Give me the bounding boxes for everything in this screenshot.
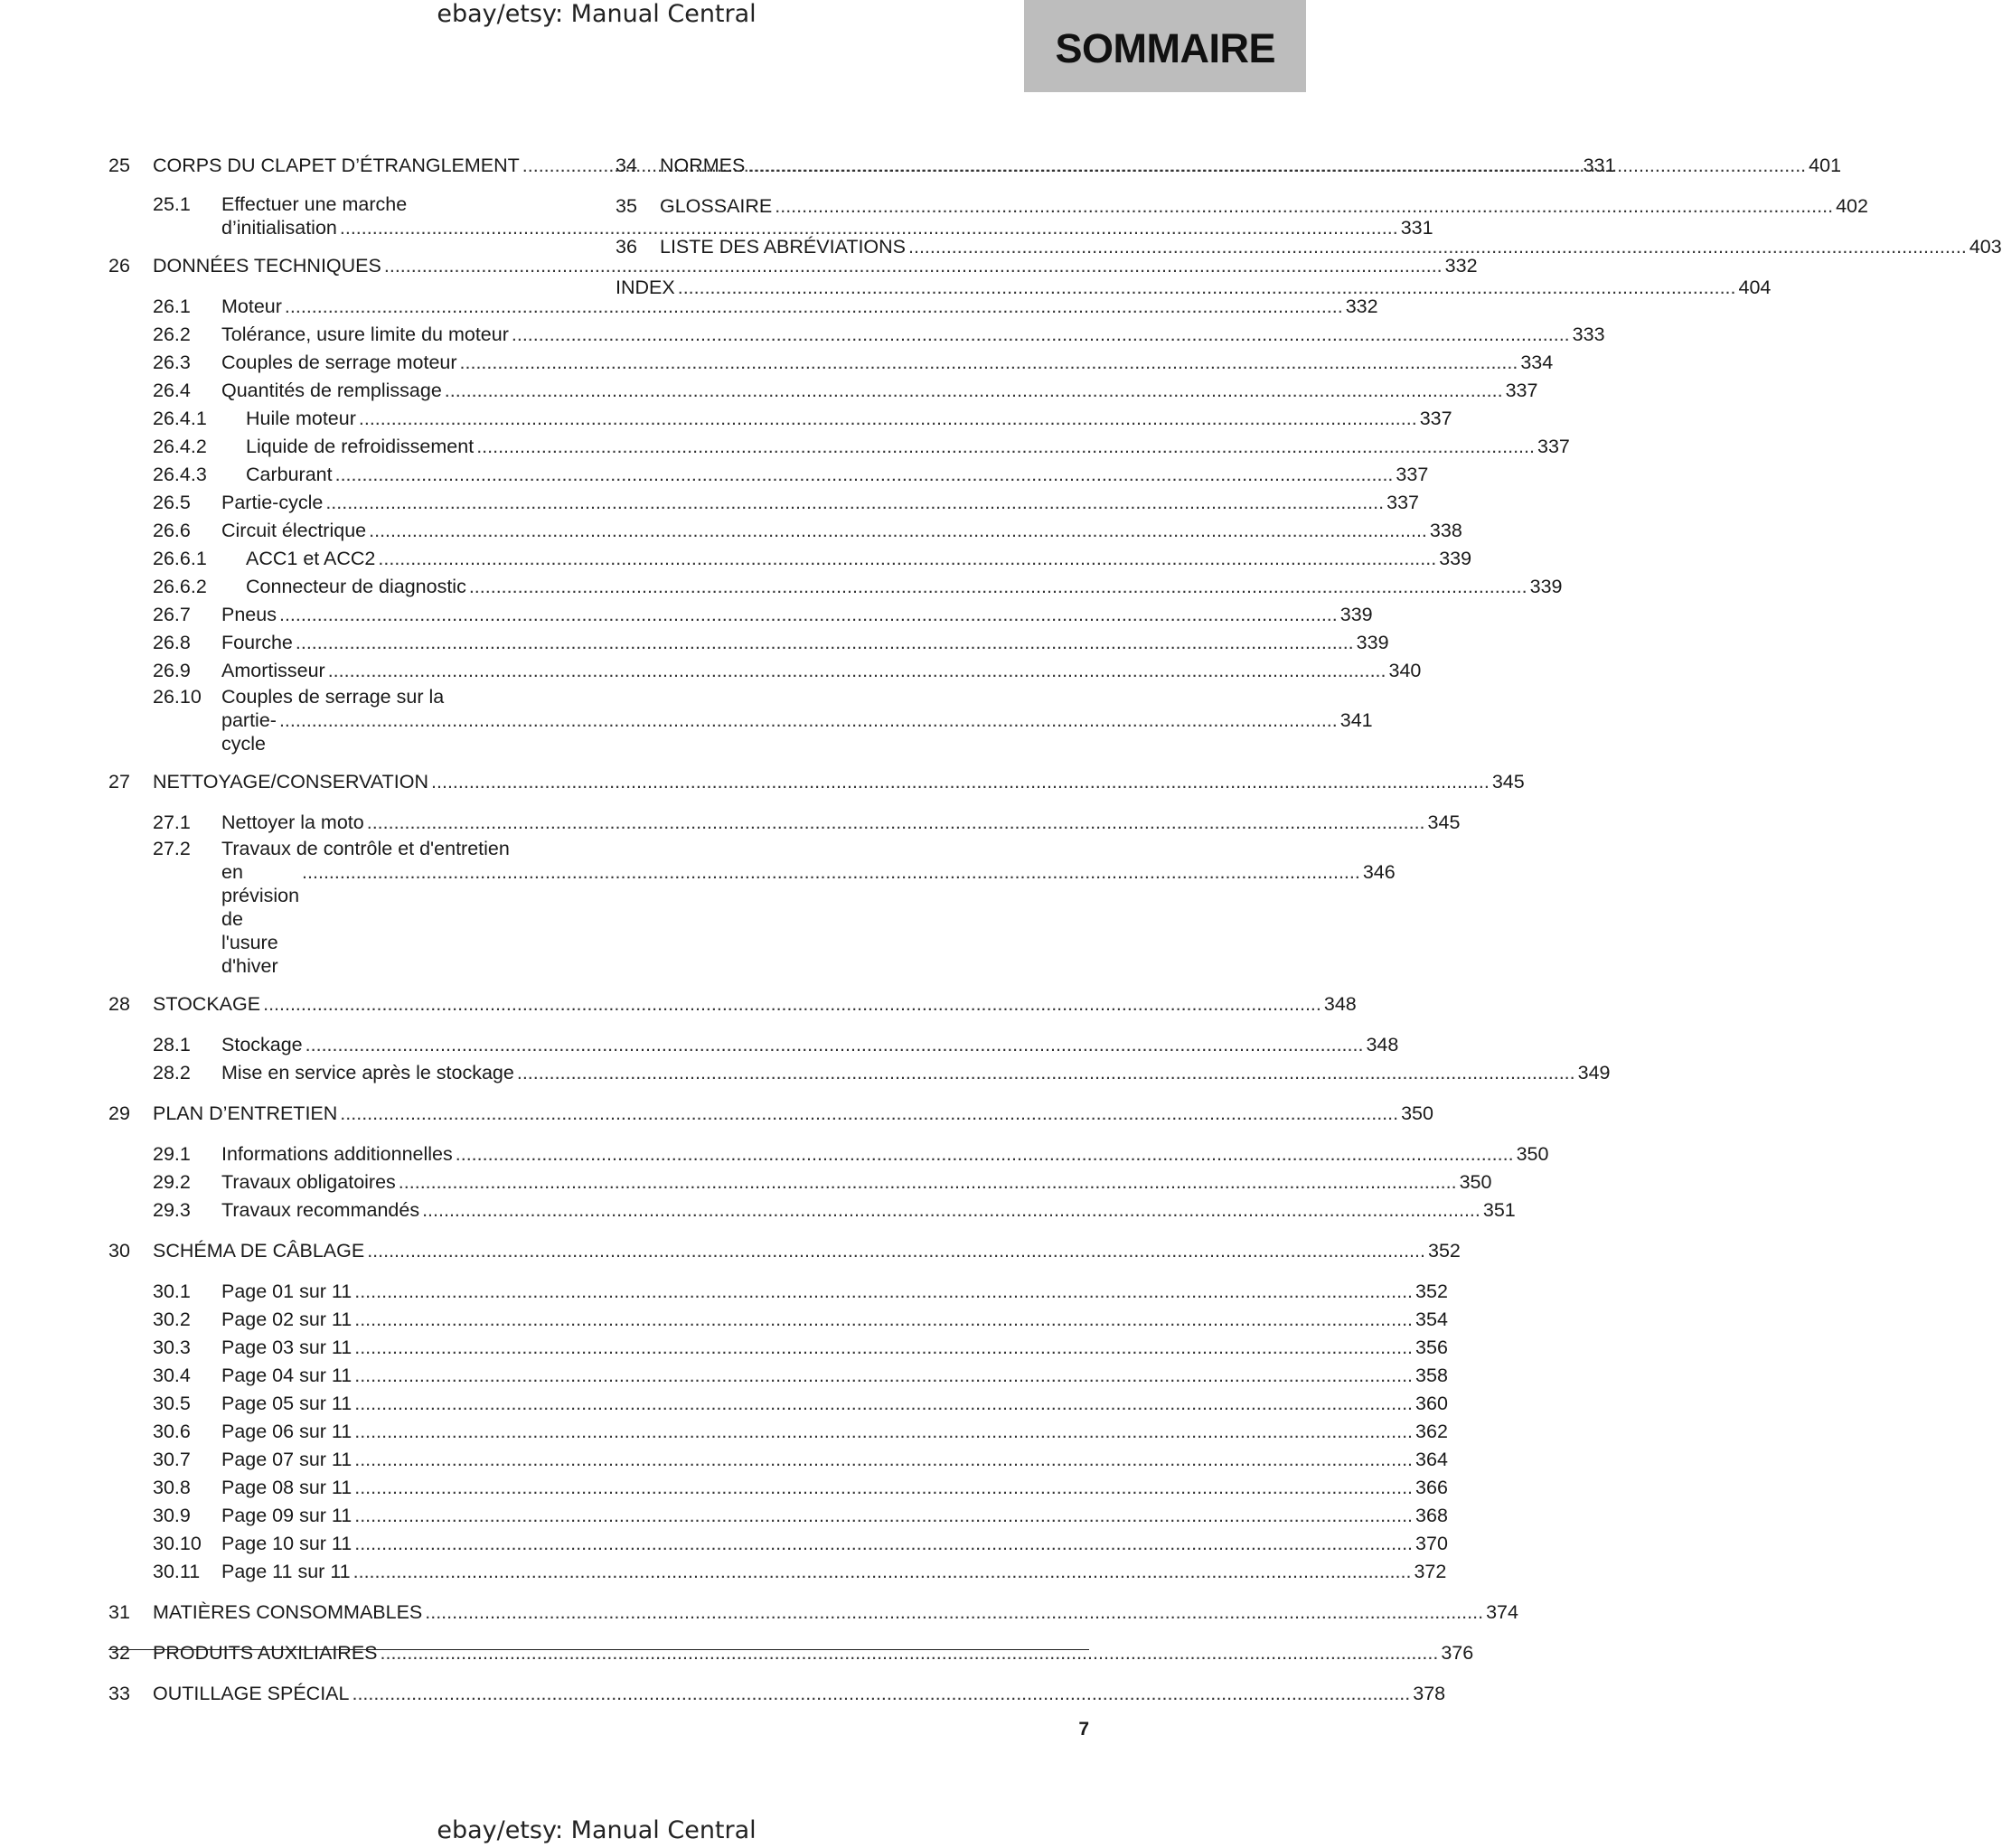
toc-entry-page: 378 [1413,1683,1446,1704]
toc-entry-title: GLOSSAIRE [660,195,773,217]
toc-entry-page: 345 [1491,771,1525,793]
toc-entry[interactable] [153,1418,1448,1446]
toc-entry-page: 350 [1401,1102,1433,1124]
toc-entry-number: 27.2 [153,838,191,859]
toc-entry[interactable] [108,1639,1474,1667]
toc-entry-title: Stockage [221,1034,303,1055]
toc-entry-title: Carburant [246,464,333,485]
toc-entry[interactable] [153,837,1396,978]
toc-entry[interactable] [153,545,1472,573]
toc-entry-number: 30.6 [153,1421,191,1442]
toc-entry-page: 366 [1415,1477,1448,1498]
dot-leader [354,1418,1413,1446]
dot-leader [512,321,1570,349]
toc-entry-page: 356 [1415,1337,1448,1358]
dot-leader [279,708,1338,732]
toc-entry-number: 29.2 [153,1171,191,1193]
toc-entry-number: 30.7 [153,1449,191,1470]
watermark-bottom: ebay/etsy: Manual Central [437,1816,757,1844]
toc-entry-number: 26.4.2 [153,436,207,457]
dot-leader [354,1474,1413,1502]
toc-entry[interactable] [153,349,1554,377]
dot-leader [369,517,1427,545]
dot-leader [328,657,1386,685]
dot-leader [354,1362,1413,1390]
toc-entry-line [153,708,1373,755]
toc-entry-title: Couples de serrage moteur [221,352,457,373]
toc-entry-title: Page 05 sur 11 [221,1393,352,1414]
toc-entry-title: Circuit électrique [221,520,367,541]
toc-entry-title: PRODUITS AUXILIAIRES [153,1642,378,1664]
toc-entry-number: 32 [108,1642,130,1664]
toc-entry-title: Moteur [221,295,282,317]
toc-entry[interactable] [153,377,1538,405]
toc-entry-page: 349 [1577,1062,1611,1083]
toc-entry-page: 339 [1439,548,1472,569]
toc-entry-page: 351 [1482,1199,1516,1221]
page-title: SOMMAIRE [1055,25,1275,71]
toc-entry-page: 332 [1444,255,1478,277]
toc-entry-number: 30.11 [153,1561,201,1582]
toc-entry-line [153,685,581,708]
toc-entry-page: 337 [1419,408,1452,429]
toc-entry-title: Travaux de contrôle et d'entretien [221,838,510,859]
toc-entry[interactable] [153,1474,1448,1502]
toc-entry-page: 338 [1429,520,1462,541]
dot-leader [335,461,1394,489]
toc-entry-title: LISTE DES ABRÉVIATIONS [660,236,907,258]
toc-entry-number: 29.3 [153,1199,191,1221]
dot-leader [305,1031,1364,1059]
footer-divider [108,1649,1089,1650]
dot-leader [367,809,1425,837]
toc-entry-page: 345 [1427,811,1461,833]
toc-entry[interactable] [153,1059,1611,1087]
toc-entry[interactable] [153,1168,1492,1196]
dot-leader [445,377,1503,405]
toc-entry-title: Travaux obligatoires [221,1171,396,1193]
toc-entry-page: 339 [1339,604,1373,625]
toc-entry-title: NORMES [660,155,746,176]
toc-entry-number: 28.2 [153,1062,191,1083]
toc-entry-title: Liquide de refroidissement [246,436,475,457]
toc-entry-number: 29.1 [153,1143,191,1165]
toc-entry-title: SCHÉMA DE CÂBLAGE [153,1240,365,1262]
toc-entry-page: 352 [1415,1280,1448,1302]
toc-entry-number: 30.2 [153,1309,191,1330]
toc-entry-number: 36 [616,236,637,258]
toc-entry-number: 34 [616,155,637,176]
dot-leader [354,1502,1413,1530]
dot-leader [352,1680,1410,1708]
toc-entry-title: Pneus [221,604,277,625]
toc-entry-line [153,216,1433,239]
dot-leader [422,1196,1480,1224]
toc-entry[interactable] [153,1278,1448,1306]
toc-entry-number: 26.4.1 [153,408,207,429]
toc-entry-page: 331 [1583,155,1616,176]
toc-entry-number: 26 [108,255,130,277]
toc-entry-title: NETTOYAGE/CONSERVATION [153,771,429,793]
toc-entry-number: 25.1 [153,193,191,215]
toc-entry-title: Informations additionnelles [221,1143,453,1165]
toc-entry-number: 26.6 [153,520,191,541]
toc-entry-number: 26.5 [153,492,191,513]
dot-leader [456,1140,1514,1168]
toc-entry-title: Page 08 sur 11 [221,1477,352,1498]
toc-entry-title: Effectuer une marche [221,193,408,215]
toc-entry-title: Page 04 sur 11 [221,1365,352,1386]
toc-entry[interactable] [108,252,1478,280]
toc-entry-line [153,860,1396,978]
toc-entry[interactable] [153,1334,1448,1362]
toc-entry-page: 333 [1572,324,1605,345]
toc-entry[interactable] [153,293,1378,321]
dot-leader [460,349,1518,377]
toc-entry-number: 30.9 [153,1505,191,1526]
dot-leader [325,489,1384,517]
toc-entry-number: 26.4 [153,380,191,401]
toc-entry-title: Page 07 sur 11 [221,1449,352,1470]
toc-entry-number: 26.9 [153,660,191,681]
toc-entry-page: 403 [1969,236,2002,258]
toc-entry[interactable] [108,990,1357,1018]
toc-entry-page: 337 [1537,436,1570,457]
toc-entry-title-continued: en prévision de l'usure d'hiver [221,861,300,977]
toc-entry-number: 28.1 [153,1034,191,1055]
toc-entry[interactable] [108,1599,1518,1627]
dot-leader [367,1237,1425,1265]
toc-entry-page: 362 [1415,1421,1448,1442]
toc-entry-page: 401 [1809,155,1842,176]
toc-entry-title-continued: d’initialisation [221,217,337,239]
toc-entry-page: 358 [1415,1365,1448,1386]
toc-entry-title: Fourche [221,632,293,653]
toc-entry-number: 30.5 [153,1393,191,1414]
toc-entry[interactable] [153,1502,1448,1530]
dot-leader [469,573,1527,601]
dot-leader [431,768,1490,796]
toc-entry-title: Quantités de remplissage [221,380,442,401]
toc-entry-number: 26.6.2 [153,576,207,597]
toc-entry[interactable] [153,517,1462,545]
dot-leader [517,1059,1575,1087]
toc-entry[interactable] [153,1558,1447,1586]
toc-entry[interactable] [153,1362,1448,1390]
dot-leader [302,860,1360,884]
toc-entry-page: 339 [1529,576,1563,597]
toc-entry-page: 348 [1323,993,1357,1015]
dot-leader [354,1530,1413,1558]
toc-entry[interactable] [153,573,1563,601]
toc-entry-number: 26.4.3 [153,464,207,485]
dot-leader [354,1278,1413,1306]
dot-leader [359,405,1417,433]
toc-entry-number: 26.3 [153,352,191,373]
dot-leader [381,1639,1439,1667]
toc-entry-number: 35 [616,195,637,217]
toc-entry-page: 370 [1415,1533,1448,1554]
toc-entry-number: 30.8 [153,1477,191,1498]
toc-entry-page: 350 [1516,1143,1549,1165]
toc-entry-title-continued: partie-cycle [221,709,277,755]
toc-entry-title: Partie-cycle [221,492,324,513]
toc-entry-title: Tolérance, usure limite du moteur [221,324,509,345]
toc-entry-number: 29 [108,1102,130,1124]
dot-leader [279,601,1338,629]
toc-entry-title: CORPS DU CLAPET D’ÉTRANGLEMENT [153,155,520,176]
toc-entry-title: Couples de serrage sur la [221,686,445,708]
toc-entry[interactable] [153,685,1373,755]
toc-entry-page: 404 [1738,277,1772,298]
toc-entry-page: 374 [1486,1601,1518,1623]
toc-entry-line [153,192,581,216]
toc-entry-page: 339 [1356,632,1389,653]
toc-entry-page: 360 [1415,1393,1448,1414]
toc-entry-number: 30.4 [153,1365,191,1386]
toc-entry-title: PLAN D’ENTRETIEN [153,1102,338,1124]
toc-entry[interactable] [153,1196,1516,1224]
toc-entry-title: Amortisseur [221,660,325,681]
toc-entry-title: OUTILLAGE SPÉCIAL [153,1683,350,1704]
toc-entry[interactable] [153,461,1429,489]
toc-entry-page: 368 [1415,1505,1448,1526]
toc-entry-page: 337 [1396,464,1429,485]
toc-entry-line [153,837,581,860]
toc-entry-number: 26.1 [153,295,191,317]
toc-entry[interactable] [153,433,1570,461]
toc-entry-number: 26.7 [153,604,191,625]
toc-entry-page: 364 [1415,1449,1448,1470]
dot-leader [340,1100,1398,1128]
toc-entry-number: 26.10 [153,686,202,708]
dot-leader [775,192,1833,220]
toc-entry-page: 337 [1505,380,1538,401]
toc-entry[interactable] [108,1680,1446,1708]
toc-entry-page: 337 [1386,492,1419,513]
dot-leader [354,1334,1413,1362]
toc-entry-page: 402 [1836,195,1868,217]
toc-entry[interactable] [153,1306,1448,1334]
toc-entry-title: Connecteur de diagnostic [246,576,466,597]
dot-leader [378,545,1436,573]
toc-entry-page: 348 [1366,1034,1399,1055]
toc-entry[interactable] [108,1237,1461,1265]
dot-leader [399,1168,1457,1196]
toc-entry-number: 30 [108,1240,130,1262]
toc-entry-page: 352 [1427,1240,1461,1262]
toc-entry-title: Page 02 sur 11 [221,1309,352,1330]
toc-entry[interactable] [616,192,1868,220]
toc-entry-title: Page 03 sur 11 [221,1337,352,1358]
toc-entry[interactable] [153,657,1422,685]
toc-entry-number: 26.8 [153,632,191,653]
header-title-box [1024,0,1306,92]
toc-entry[interactable] [108,768,1525,796]
dot-leader [354,1390,1413,1418]
toc-entry[interactable] [153,1446,1448,1474]
toc-entry-title: Page 06 sur 11 [221,1421,352,1442]
toc-entry-page: 341 [1339,709,1373,731]
dot-leader [353,1558,1412,1586]
dot-leader [908,233,1967,261]
dot-leader [354,1446,1413,1474]
toc-entry[interactable] [153,1390,1448,1418]
toc-entry-number: 33 [108,1683,130,1704]
toc-entry-page: 340 [1388,660,1422,681]
toc-entry[interactable] [616,233,2002,261]
toc-entry-number: 27.1 [153,811,191,833]
dot-leader [678,274,1736,302]
dot-leader [263,990,1321,1018]
toc-entry-title: Mise en service après le stockage [221,1062,514,1083]
toc-entry-title: INDEX [616,277,675,298]
watermark-top: ebay/etsy: Manual Central [437,0,757,28]
toc-entry-page: 372 [1414,1561,1447,1582]
dot-leader [747,152,1806,180]
dot-leader [296,629,1354,657]
toc-entry-title: Nettoyer la moto [221,811,364,833]
toc-entry-number: 31 [108,1601,130,1623]
toc-entry-title: Page 01 sur 11 [221,1280,352,1302]
dot-leader [354,1306,1413,1334]
toc-entry[interactable] [153,1031,1399,1059]
toc-entry-page: 331 [1400,217,1433,239]
toc-entry-page: 334 [1520,352,1554,373]
toc-entry-title: ACC1 et ACC2 [246,548,376,569]
toc-entry-number: 30.1 [153,1280,191,1302]
toc-entry-title: DONNÉES TECHNIQUES [153,255,381,277]
toc-entry-number: 25 [108,155,130,176]
toc-entry-title: Page 09 sur 11 [221,1505,352,1526]
toc-entry-number: 30.3 [153,1337,191,1358]
toc-entry[interactable] [153,321,1605,349]
dot-leader [476,433,1535,461]
toc-entry[interactable] [108,1100,1433,1128]
toc-entry[interactable] [153,405,1452,433]
toc-entry-number: 26.2 [153,324,191,345]
toc-entry-number: 28 [108,993,130,1015]
toc-entry-page: 332 [1345,295,1378,317]
dot-leader [425,1599,1483,1627]
toc-entry[interactable] [153,489,1419,517]
toc-entry-page: 350 [1459,1171,1492,1193]
toc-entry-page: 346 [1362,861,1396,883]
toc-entry[interactable] [616,274,1772,302]
toc-entry[interactable] [153,601,1373,629]
toc-entry-title: Travaux recommandés [221,1199,420,1221]
toc-entry-number: 26.6.1 [153,548,207,569]
toc-entry-number: 30.10 [153,1533,202,1554]
toc-entry-title: Page 11 sur 11 [221,1561,351,1582]
toc-entry[interactable] [153,629,1389,657]
toc-entry-title: STOCKAGE [153,993,261,1015]
toc-entry-title: Huile moteur [246,408,356,429]
toc-entry-page: 376 [1441,1642,1474,1664]
toc-entry-number: 27 [108,771,130,793]
toc-entry-title: MATIÈRES CONSOMMABLES [153,1601,423,1623]
page-number: 7 [1078,1719,1089,1740]
toc-entry[interactable] [153,1140,1549,1168]
toc-entry[interactable] [153,809,1461,837]
toc-entry-page: 354 [1415,1309,1448,1330]
toc-entry-title: Page 10 sur 11 [221,1533,352,1554]
toc-entry[interactable] [153,1530,1448,1558]
